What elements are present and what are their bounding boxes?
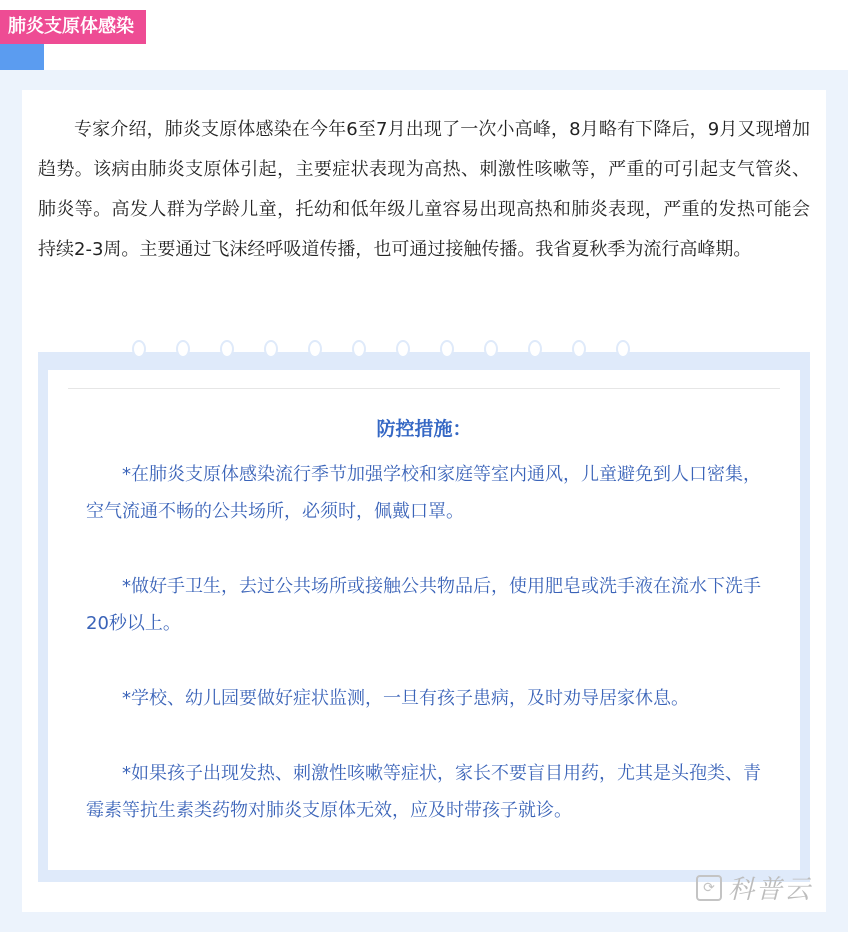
ring-decoration [308,340,322,358]
spiral-logo-icon: ⟳ [696,875,722,901]
divider [68,388,780,389]
ring-decoration [528,340,542,358]
ring-decoration [484,340,498,358]
measures-list [86,456,766,867]
watermark-logo [696,869,812,906]
measure-item: *做好手卫生，去过公共场所或接触公共物品后，使用肥皂或洗手液在流水下洗手20秒以上。 [86,576,761,634]
watermark-text: 科普云 [727,875,812,905]
decorative-rings [132,340,630,360]
measure-item: *学校、幼儿园要做好症状监测，一旦有孩子患病，及时劝导居家休息。 [122,688,689,709]
ring-decoration [264,340,278,358]
section-title: 肺炎支原体感染 [0,10,146,44]
ring-decoration [396,340,410,358]
article-card [22,90,826,912]
measure-item: *如果孩子出现发热、刺激性咳嗽等症状，家长不要盲目用药，尤其是头孢类、青霉素等抗生素类药物对肺炎支原体无效，应及时带孩子就诊。 [86,763,761,821]
intro-paragraph: 专家介绍，肺炎支原体感染在今年6至7月出现了一次小高峰，8月略有下降后，9月又现增加趋势。该病由肺炎支原体引起，主要症状表现为高热、刺激性咳嗽等，严重的可引起支气管炎、肺炎等。高发人群为学龄儿童，托幼和低年级儿童容易出现高热和肺炎表现，严重的发热可能会持续2-3周。主要通过飞沫经呼吸道传播，也可通过接触传播。我省夏秋季为流行高峰期。 [38,119,810,260]
title-accent-bar [0,44,44,70]
ring-decoration [132,340,146,358]
ring-decoration [440,340,454,358]
ring-decoration [176,340,190,358]
ring-decoration [616,340,630,358]
ring-decoration [220,340,234,358]
measures-title: 防控措施： [376,418,472,440]
ring-decoration [572,340,586,358]
ring-decoration [352,340,366,358]
measures-card [48,370,800,870]
measure-item: *在肺炎支原体感染流行季节加强学校和家庭等室内通风，儿童避免到人口密集，空气流通不畅的公共场所，必须时，佩戴口罩。 [86,464,761,522]
